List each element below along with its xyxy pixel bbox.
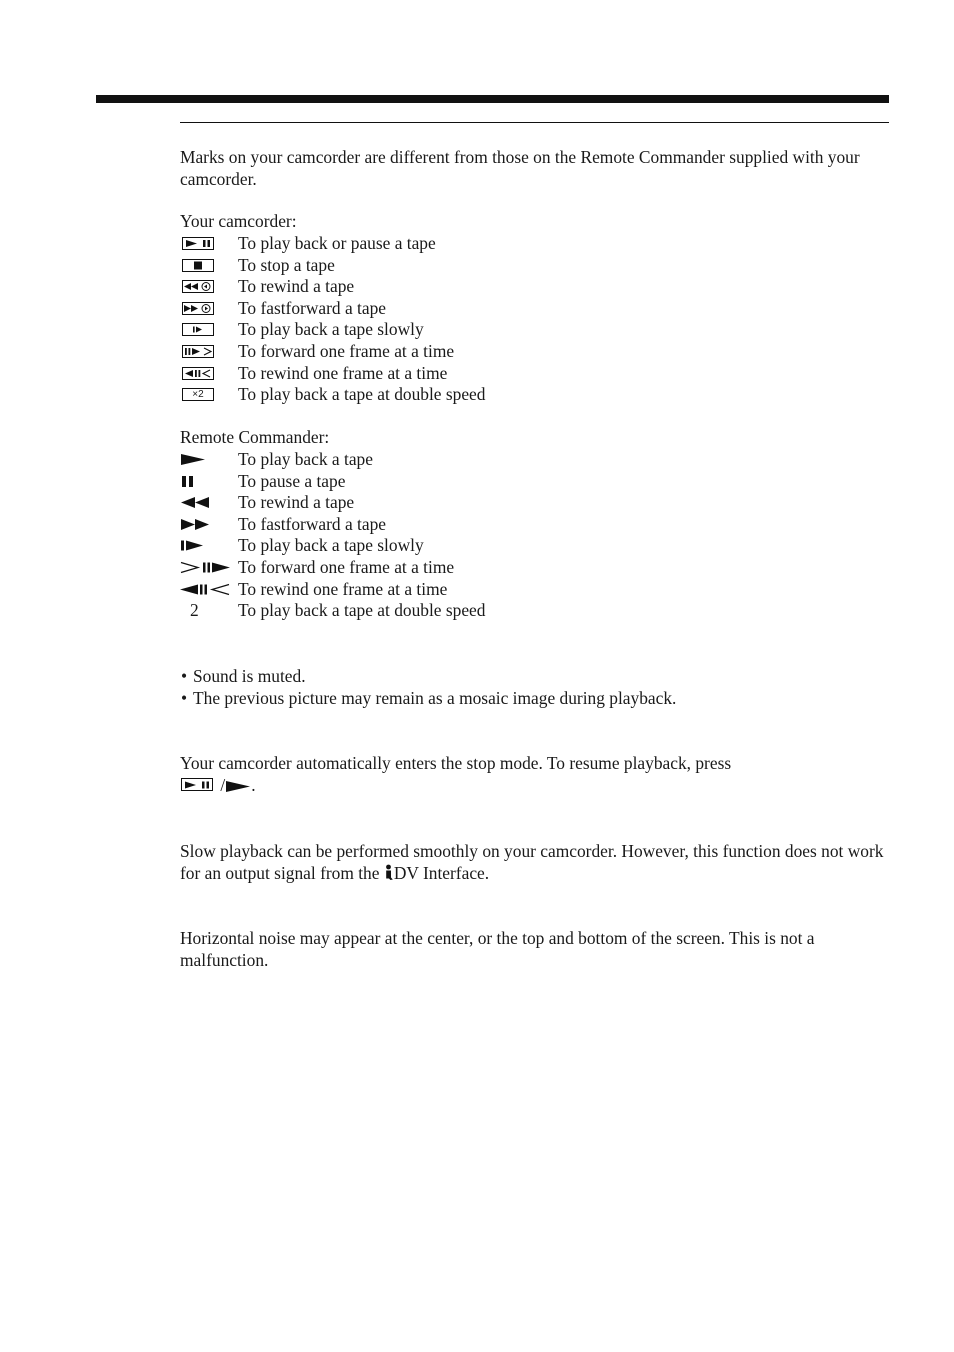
- double-speed-icon: 2: [190, 600, 199, 621]
- mark-label: To stop a tape: [238, 254, 335, 275]
- header-rule-thin: [180, 122, 889, 123]
- remote-item-frame-rewind: [180, 579, 890, 601]
- remote-item-slow-play: [180, 535, 890, 557]
- remote-item-frame-forward: [180, 557, 890, 579]
- fastforward-icon: [180, 301, 236, 316]
- remote-item-fastforward: [180, 514, 890, 536]
- stop-icon: [180, 258, 236, 273]
- camcorder-item-double-speed: [180, 384, 890, 406]
- intro-paragraph: Marks on your camcorder are different from those on the Remote Commander supplied with your camcorder.: [180, 147, 860, 189]
- mark-label: To rewind one frame at a time: [238, 578, 448, 599]
- frame-forward-icon: [180, 560, 236, 575]
- notes-list: [180, 666, 890, 709]
- remote-item-double-speed: [180, 600, 890, 622]
- mark-label: To forward one frame at a time: [238, 340, 455, 361]
- play-pause-icon: [180, 778, 216, 793]
- mark-label: To play back or pause a tape: [238, 233, 436, 253]
- frame-forward-icon: [180, 344, 236, 359]
- play-pause-icon: [180, 236, 236, 251]
- double-speed-icon: ×2: [180, 387, 236, 402]
- stop-mode-separator: /: [220, 774, 226, 795]
- mark-label: To fastforward a tape: [238, 513, 386, 534]
- camcorder-mark-list: [180, 233, 890, 406]
- remote-heading: Remote Commander:: [180, 427, 330, 447]
- remote-item-play: [180, 449, 890, 471]
- stop-mode-end: .: [251, 774, 256, 795]
- mark-label: To play back a tape: [238, 449, 373, 469]
- mark-label: To play back a tape at double speed: [238, 600, 486, 621]
- camcorder-item-play-pause: [180, 233, 890, 255]
- note-item: • Sound is muted.: [180, 666, 890, 688]
- camcorder-item-slow-play: [180, 319, 890, 341]
- camcorder-item-frame-forward: [180, 341, 890, 363]
- remote-item-rewind: [180, 492, 890, 514]
- slow-play-icon: [180, 322, 236, 337]
- fastforward-icon: [180, 517, 236, 532]
- stop-mode-text: Your camcorder automatically enters the stop mode. To resume playback, press: [180, 753, 732, 773]
- rewind-icon: [180, 495, 236, 510]
- slow-play-icon: [180, 538, 236, 553]
- play-icon: [225, 780, 251, 793]
- frame-rewind-icon: [180, 582, 236, 597]
- mark-label: To fastforward a tape: [238, 297, 386, 318]
- mark-label: To play back a tape slowly: [238, 535, 424, 556]
- mark-label: To pause a tape: [238, 470, 346, 491]
- stop-mode-paragraph: [180, 753, 890, 796]
- mark-label: To play back a tape slowly: [238, 319, 424, 340]
- noise-paragraph: Horizontal noise may appear at the center, or the top and bottom of the screen. This is not a malfunction.: [180, 928, 815, 970]
- mark-label: To rewind a tape: [238, 276, 355, 297]
- frame-rewind-icon: [180, 366, 236, 381]
- note-item: • The previous picture may remain as a mosaic image during playback.: [180, 688, 890, 710]
- camcorder-heading: Your camcorder:: [180, 211, 297, 231]
- pause-icon: [180, 474, 236, 489]
- mark-label: To rewind one frame at a time: [238, 362, 448, 383]
- camcorder-item-frame-rewind: [180, 363, 890, 385]
- remote-mark-list: [180, 449, 890, 622]
- play-icon: [180, 452, 236, 467]
- remote-item-pause: [180, 471, 890, 493]
- mark-label: To rewind a tape: [238, 492, 355, 513]
- mark-label: To play back a tape at double speed: [238, 384, 486, 405]
- header-rule-thick: [96, 95, 889, 103]
- camcorder-item-rewind: [180, 276, 890, 298]
- camcorder-item-stop: [180, 255, 890, 277]
- camcorder-item-fastforward: [180, 298, 890, 320]
- slow-playback-text-end: DV Interface.: [393, 862, 490, 883]
- slow-playback-text: Slow playback can be performed smoothly on your camcorder. However, this function does not work for an output signal from the: [180, 841, 884, 883]
- rewind-icon: [180, 279, 236, 294]
- mark-label: To forward one frame at a time: [238, 556, 455, 577]
- slow-playback-paragraph: [180, 841, 890, 884]
- dv-interface-icon: [384, 864, 394, 881]
